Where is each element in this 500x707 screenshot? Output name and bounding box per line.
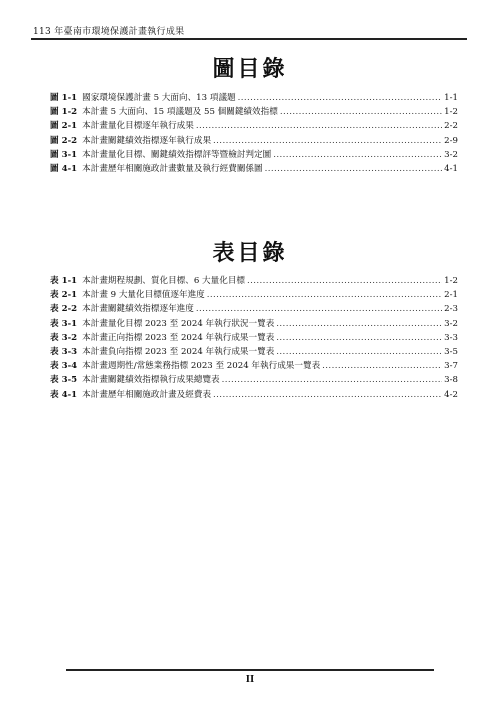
dot-leader [273,150,442,160]
figures-toc-title: 圖目錄 [212,56,288,82]
table-toc-entry[interactable] [50,302,458,316]
dot-leader [276,333,442,343]
entry-page: 4-2 [444,389,458,400]
table-toc-entry[interactable] [50,274,458,288]
table-toc-entry[interactable] [50,331,458,345]
table-toc-entry[interactable] [50,317,458,331]
entry-page: 3-2 [444,318,458,329]
entry-number: 圖 2-2 [50,135,78,146]
entry-title: 本計畫週期性/常態業務指標 2023 至 2024 年執行成果一覽表 [82,361,321,372]
figure-toc-entry[interactable] [50,162,458,176]
entry-page: 3-8 [444,375,458,386]
tables-toc-list [50,274,458,402]
dot-leader [207,290,442,300]
table-toc-entry[interactable] [50,373,458,387]
entry-page: 3-7 [444,361,458,372]
entry-number: 圖 1-1 [50,93,78,103]
entry-title: 本計畫量化目標逐年執行成果 [82,121,194,132]
entry-page: 1-2 [444,276,458,286]
entry-page: 3-3 [444,332,458,343]
entry-page: 3-5 [444,346,458,357]
figures-toc-list [50,91,458,176]
entry-number: 表 4-1 [50,389,78,400]
dot-leader [276,347,442,357]
entry-page: 1-2 [444,107,458,118]
entry-page: 2-3 [444,304,458,315]
entry-page: 3-2 [444,149,458,160]
entry-number: 圖 4-1 [50,163,78,174]
entry-title: 國家環境保護計畫 5 大面向、13 項議題 [82,93,236,103]
entry-title: 本計畫期程規劃、質化目標、6 大量化目標 [82,276,246,286]
entry-title: 本計畫歷年相關施政計畫及經費表 [82,389,212,400]
entry-page: 2-1 [444,290,458,301]
table-toc-entry[interactable] [50,345,458,359]
dot-leader [213,136,442,146]
dot-leader [222,375,443,385]
dot-leader [276,319,442,329]
entry-title: 本計畫量化目標 2023 至 2024 年執行狀況一覽表 [82,318,275,329]
entry-number: 圖 1-2 [50,107,78,118]
dot-leader [265,164,443,174]
header-divider [31,38,467,40]
tables-toc-title: 表目錄 [212,240,288,266]
entry-title: 本計畫正向指標 2023 至 2024 年執行成果一覽表 [82,332,275,343]
entry-number: 表 3-1 [50,318,78,329]
entry-number: 表 3-4 [50,361,78,372]
entry-title: 本計畫關鍵績效指標逐年執行成果 [82,135,212,146]
entry-page: 1-1 [444,93,458,103]
entry-page: 2-2 [444,121,458,132]
entry-page: 2-9 [444,135,458,146]
figure-toc-entry[interactable] [50,91,458,105]
dot-leader [238,93,443,103]
entry-title: 本計畫負向指標 2023 至 2024 年執行成果一覽表 [82,346,275,357]
running-header: 113 年臺南市環境保護計畫執行成果 [33,27,185,37]
table-toc-entry[interactable] [50,288,458,302]
entry-title: 本計畫量化目標、關鍵績效指標評等暨檢討判定圖 [82,149,272,160]
footer-divider [66,669,434,671]
entry-title: 本計畫關鍵績效指標執行成果總覽表 [82,375,220,386]
dot-leader [280,107,442,117]
page-number: II [245,675,255,685]
table-toc-entry[interactable] [50,359,458,373]
entry-number: 圖 3-1 [50,149,78,160]
entry-title: 本計畫 9 大量化目標值逐年進度 [82,290,205,301]
dot-leader [196,304,442,314]
entry-number: 表 3-2 [50,332,78,343]
entry-number: 表 1-1 [50,276,78,286]
dot-leader [247,276,442,286]
entry-number: 表 2-1 [50,290,78,301]
entry-number: 表 3-5 [50,375,78,386]
figure-toc-entry[interactable] [50,105,458,119]
entry-page: 4-1 [444,163,458,174]
dot-leader [322,361,442,371]
entry-number: 表 3-3 [50,346,78,357]
figure-toc-entry[interactable] [50,148,458,162]
entry-number: 圖 2-1 [50,121,78,132]
entry-title: 本計畫關鍵績效指標逐年進度 [82,304,194,315]
table-toc-entry[interactable] [50,388,458,402]
dot-leader [196,121,442,131]
figure-toc-entry[interactable] [50,134,458,148]
entry-number: 表 2-2 [50,304,78,315]
dot-leader [213,390,442,400]
figure-toc-entry[interactable] [50,119,458,133]
entry-title: 本計畫歷年相關施政計畫數量及執行經費關係圖 [82,163,263,174]
entry-title: 本計畫 5 大面向、15 項議題及 55 個關鍵績效指標 [82,107,278,118]
